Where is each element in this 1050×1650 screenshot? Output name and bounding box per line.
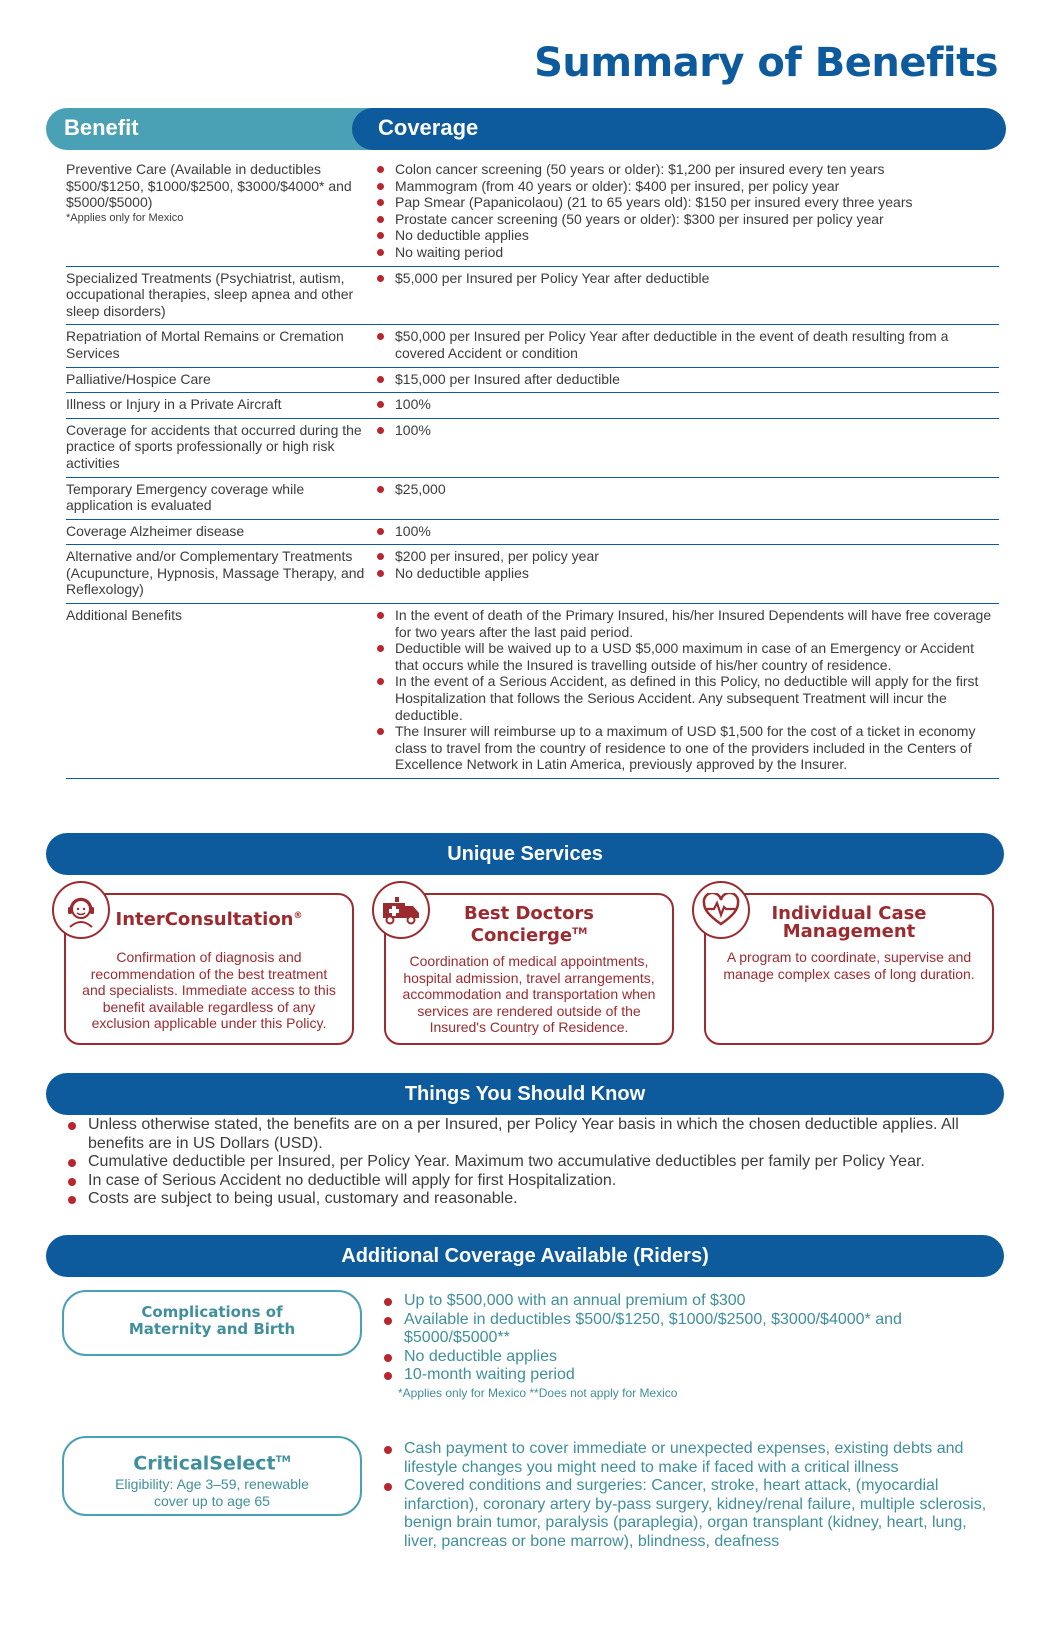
coverage-item: Mammogram (from 40 years or older): $400 per insured, per policy year [377,178,999,195]
benefit-name: Temporary Emergency coverage while application is evaluated [66,480,305,514]
coverage-column-header: Coverage [352,108,1006,150]
doctor-headset-icon [52,881,110,939]
coverage-item: No deductible applies [377,227,999,244]
coverage-item: The Insurer will reimburse up to a maximum of USD $1,500 for the cost of a ticket in economy class to travel from the country of residence to one of the providers included in the Centers of Excellence Network in Latin America, previously approved by the Insurer. [377,723,999,773]
coverage-item: $5,000 per Insured per Policy Year after deductible [377,270,999,287]
service-description: Confirmation of diagnosis and recommendation of the best treatment and specialists. Immediate access to this benefit available regardless of any exclusion applicable under this Policy. [82,949,336,1032]
benefit-name: Specialized Treatments (Psychiatrist, autism, occupational therapies, sleep apnea and other sleep disorders) [66,269,354,319]
coverage-item: Colon cancer screening (50 years or older): $1,200 per insured every ten years [377,161,999,178]
benefit-name: Coverage Alzheimer disease [66,522,245,539]
service-title-line1: Best Doctors [463,903,595,924]
benefit-name: Coverage for accidents that occurred during the practice of sports professionally or high risk activities [66,421,362,471]
coverage-item: $25,000 [377,481,999,498]
list-item: Unless otherwise stated, the benefits are on a per Insured, per Policy Year basis in which the chosen deductible applies. All benefits are in US Dollars (USD). [66,1116,1006,1153]
interconsultation-card [64,893,354,1045]
service-title: InterConsultation [115,909,294,930]
coverage-item: In the event of death of the Primary Insured, his/her Insured Dependents will have free coverage for two years after the last paid period. [377,607,999,640]
list-item: Covered conditions and surgeries: Cancer, stroke, heart attack, (myocardial infarction), coronary artery by-pass surgery, kidney/renal failure, multiple sclerosis, benign brain tumor, paralysis (paraplegia), organ transplant (kidney, heart, lung, liver, pancreas or bone marrow), blindness, deafness [382,1477,1002,1551]
things-to-know-heading: Things You Should Know [46,1073,1004,1115]
list-item: 10-month waiting period [382,1366,1002,1385]
list-item: In case of Serious Accident no deductible will apply for first Hospitalization. [66,1172,1006,1191]
coverage-item: Pap Smear (Papanicolaou) (21 to 65 years old): $150 per insured every three years [377,194,999,211]
coverage-item: 100% [377,523,999,540]
table-row [66,604,999,779]
benefit-name: Additional Benefits [66,607,182,624]
table-row [66,158,999,267]
table-row [66,545,999,604]
list-item: Cumulative deductible per Insured, per Policy Year. Maximum two accumulative deductibles per family per Policy Year. [66,1153,1006,1172]
unique-services-heading: Unique Services [46,833,1004,875]
trademark-mark: TM [572,927,588,937]
coverage-item: Prostate cancer screening (50 years or older): $300 per insured per policy year [377,211,999,228]
benefit-name: Preventive Care (Available in deductibles $500/$1250, $1000/$2500, $3000/$4000* and $5000/$5000) [66,161,352,211]
coverage-item: 100% [377,396,999,413]
table-row [66,267,999,326]
coverage-item: No deductible applies [377,565,999,582]
ambulance-icon [372,881,430,939]
rider-title-line1: Complications of [141,1303,283,1321]
eligibility-line1: Eligibility: Age 3–59, renewable [115,1476,309,1493]
benefits-table-header [46,108,1006,150]
benefits-table [66,158,999,779]
service-title-line2: Concierge [470,925,573,946]
table-row [66,393,999,419]
benefit-footnote: *Applies only for Mexico [66,211,184,224]
coverage-item: 100% [377,422,999,439]
service-description: A program to coordinate, supervise and manage complex cases of long duration. [723,949,975,982]
coverage-item: $200 per insured, per policy year [377,548,999,565]
maternity-rider-box [62,1290,362,1356]
table-row [66,520,999,546]
rider-footnote: *Applies only for Mexico **Does not apply for Mexico [398,1385,678,1400]
service-description: Coordination of medical appointments, hospital admission, travel arrangements, accommodation and transportation when services are rendered outside of the Insured's Country of Residence. [402,953,656,1036]
criticalselect-rider-details [382,1440,1002,1551]
benefit-name: Repatriation of Mortal Remains or Cremation Services [66,328,344,361]
rider-title: CriticalSelect [133,1452,276,1475]
things-to-know-list [66,1116,1006,1209]
table-row [66,368,999,394]
page-title: Summary of Benefits [534,40,998,86]
benefit-name: Alternative and/or Complementary Treatments (Acupuncture, Hypnosis, Massage Therapy, and Reflexology) [66,548,365,598]
coverage-item: No waiting period [377,244,999,261]
service-title-line2: Management [782,921,916,942]
benefit-name: Illness or Injury in a Private Aircraft [66,396,282,413]
rider-title-line2: Maternity and Birth [128,1320,296,1338]
best-doctors-concierge-card [384,893,674,1045]
service-title-line1: Individual Case [771,903,927,924]
riders-heading: Additional Coverage Available (Riders) [46,1235,1004,1277]
criticalselect-rider-box [62,1436,362,1516]
benefit-name: Palliative/Hospice Care [66,370,211,387]
table-row [66,478,999,520]
list-item: Up to $500,000 with an annual premium of $300 [382,1292,1002,1311]
trademark-mark: TM [275,1455,291,1465]
benefit-column-header: Benefit [46,108,376,150]
table-row [66,419,999,478]
coverage-item: $15,000 per Insured after deductible [377,371,999,388]
coverage-item: Deductible will be waived up to a USD $5,000 maximum in case of an Emergency or Accident that occurs while the Insured is travelling outside of his/her country of residence. [377,640,999,673]
heart-pulse-icon [692,881,750,939]
coverage-item: $50,000 per Insured per Policy Year after deductible in the event of death resulting from a covered Accident or condition [377,328,999,361]
list-item: Costs are subject to being usual, customary and reasonable. [66,1190,1006,1209]
eligibility-line2: cover up to age 65 [154,1493,270,1510]
individual-case-management-card [704,893,994,1045]
coverage-item: In the event of a Serious Accident, as defined in this Policy, no deductible will apply for the first Hospitalization that follows the Serious Accident. Any subsequent Treatment will incur the deductible. [377,673,999,723]
list-item: Available in deductibles $500/$1250, $1000/$2500, $3000/$4000* and $5000/$5000** [382,1311,1002,1348]
list-item: No deductible applies [382,1348,1002,1367]
table-row [66,325,999,367]
registered-mark: ® [293,911,303,921]
list-item: Cash payment to cover immediate or unexpected expenses, existing debts and lifestyle changes you might need to make if faced with a critical illness [382,1440,1002,1477]
maternity-rider-details [382,1292,1002,1400]
